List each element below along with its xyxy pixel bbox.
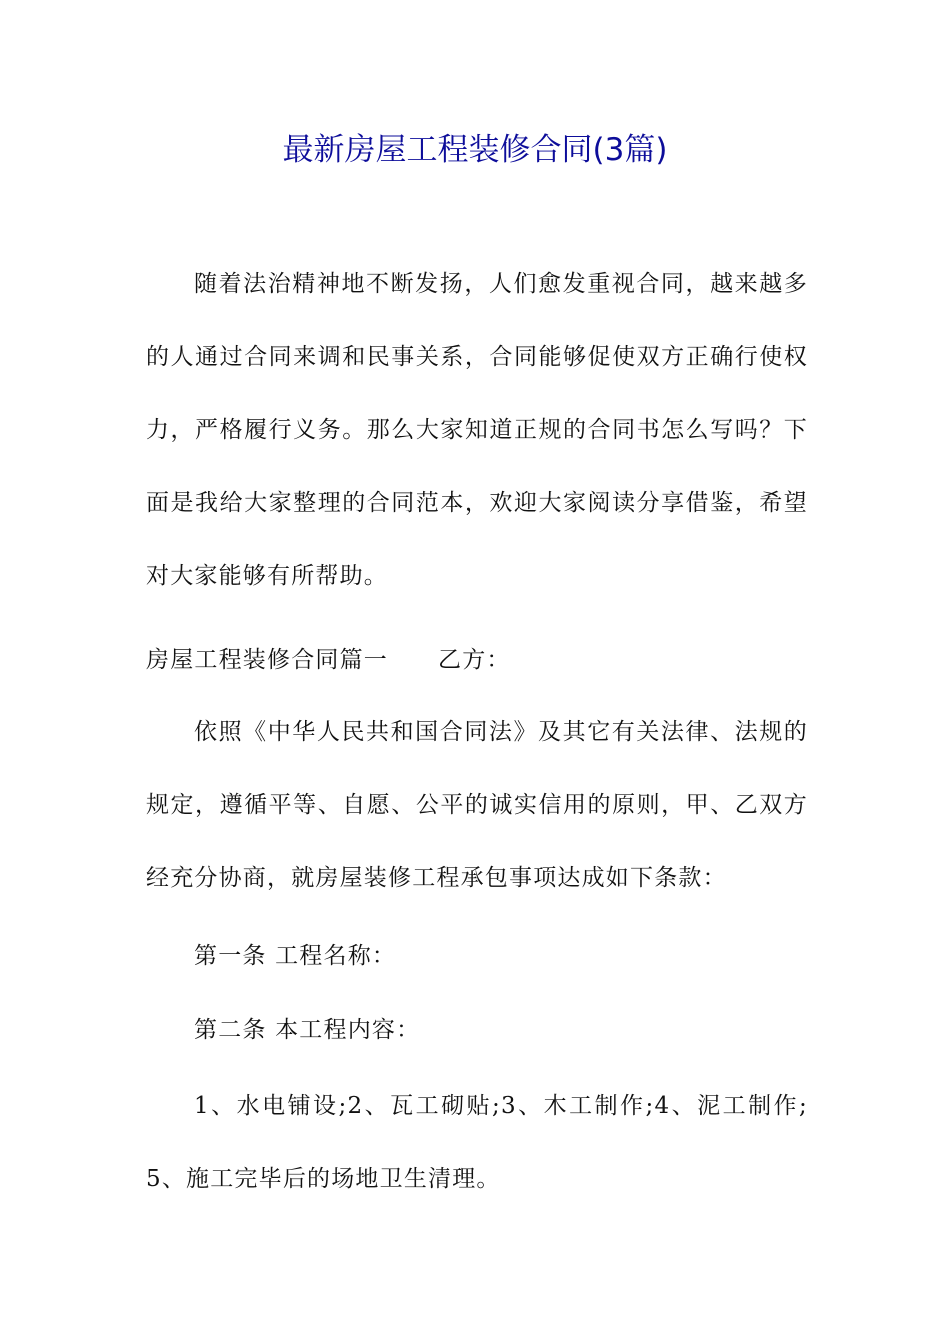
- intro-block: [146, 248, 808, 613]
- items-block: [146, 1070, 808, 1216]
- law-paragraph: 依照《中华人民共和国合同法》及其它有关法律、法规的规定，遵循平等、自愿、公平的诚实信用的原则，甲、乙双方经充分协商，就房屋装修工程承包事项达成如下条款：: [146, 719, 808, 891]
- article-2: 第二条 本工程内容：: [194, 1017, 421, 1043]
- work-items: 1、水电铺设;2、瓦工砌贴;3、木工制作;4、泥工制作;5、施工完毕后的场地卫生清理。: [146, 1093, 808, 1192]
- intro-paragraph: 随着法治精神地不断发扬，人们愈发重视合同，越来越多的人通过合同来调和民事关系，合同能够促使双方正确行使权力，严格履行义务。那么大家知道正规的合同书怎么写吗？下面是我给大家整理的合同范本，欢迎大家阅读分享借鉴，希望对大家能够有所帮助。: [146, 271, 808, 589]
- article-2-block: [146, 994, 808, 1067]
- document-title: 最新房屋工程装修合同(3篇): [282, 132, 668, 168]
- article-1: 第一条 工程名称：: [194, 943, 397, 969]
- section-heading: 房屋工程装修合同篇一: [146, 647, 388, 673]
- section-heading-line: [146, 624, 808, 697]
- law-block: [146, 696, 808, 915]
- section-heading-row: [146, 624, 808, 697]
- article-1-block: [146, 920, 808, 993]
- party-b-label: 乙方：: [438, 647, 511, 673]
